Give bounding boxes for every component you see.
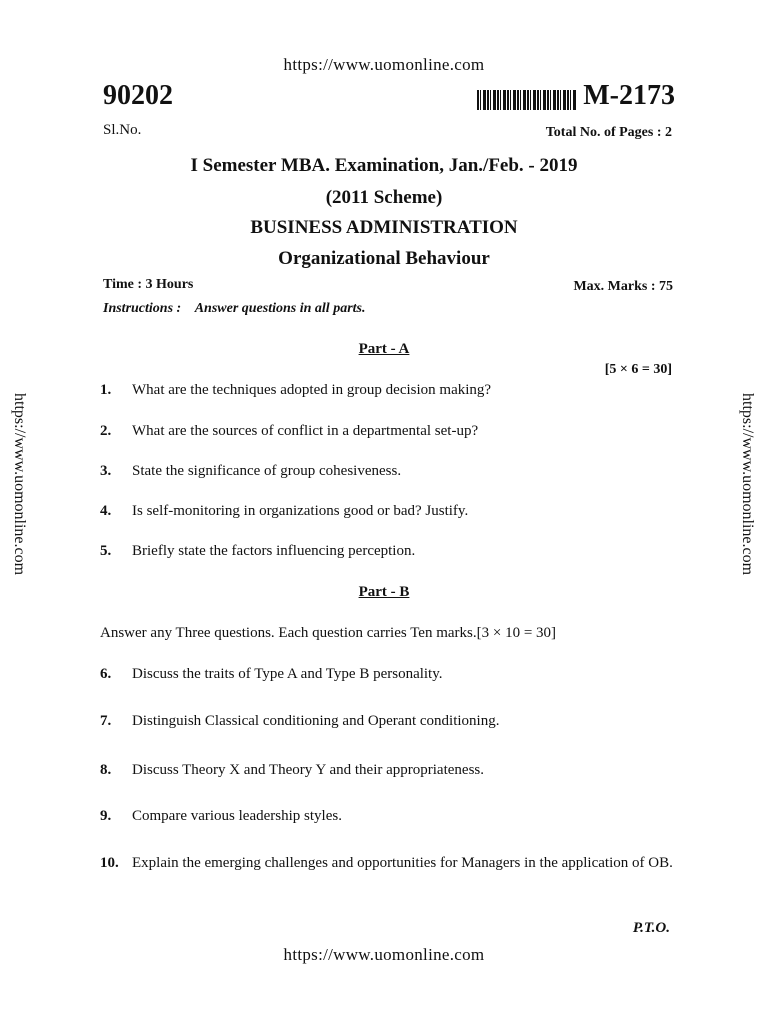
- question-text: Is self-monitoring in organizations good or bad? Justify.: [132, 503, 469, 519]
- bottom-watermark-url: https://www.uomonline.com: [283, 945, 485, 964]
- question-text: What are the techniques adopted in group decision making?: [132, 382, 492, 398]
- question-text: Compare various leadership styles.: [132, 808, 342, 824]
- question-text: Briefly state the factors influencing perception.: [132, 543, 416, 559]
- question-text: Discuss the traits of Type A and Type B personality.: [132, 666, 443, 682]
- question-number: 9.: [100, 808, 112, 824]
- question-number: 6.: [100, 666, 112, 682]
- question-number: 4.: [100, 503, 112, 519]
- question-text: Discuss Theory X and Theory Y and their appropriateness.: [132, 762, 484, 778]
- instructions: [103, 301, 365, 317]
- question-number: 8.: [100, 762, 112, 778]
- question-text: State the significance of group cohesiveness.: [132, 463, 402, 479]
- part-b-instruction: Answer any Three questions. Each question carries Ten marks.[3 × 10 = 30]: [100, 625, 557, 641]
- exam-code-block: [477, 80, 675, 112]
- question-number: 1.: [100, 382, 112, 398]
- question-number: 3.: [100, 463, 112, 479]
- question-text: What are the sources of conflict in a departmental set-up?: [132, 423, 479, 439]
- question-text: Distinguish Classical conditioning and Operant conditioning.: [132, 713, 500, 729]
- left-watermark-url: https://www.uomonline.com: [11, 393, 28, 576]
- question-number: 2.: [100, 423, 112, 439]
- exam-code: M-2173: [583, 80, 675, 111]
- total-pages: Total No. of Pages : 2: [545, 125, 672, 140]
- exam-title: I Semester MBA. Examination, Jan./Feb. - 2019: [190, 155, 578, 176]
- top-watermark-url: https://www.uomonline.com: [283, 55, 485, 74]
- question-number: 10.: [100, 855, 119, 871]
- right-watermark-url: https://www.uomonline.com: [739, 393, 756, 576]
- scheme: (2011 Scheme): [325, 187, 443, 208]
- part-a-marks: [5 × 6 = 30]: [604, 362, 672, 377]
- paper-code: 90202: [103, 80, 173, 111]
- sl-no-label: Sl.No.: [103, 122, 142, 138]
- max-marks: Max. Marks : 75: [573, 279, 673, 294]
- instructions-label: Instructions :: [103, 301, 182, 316]
- question-text: Explain the emerging challenges and opportunities for Managers in the application of OB.: [132, 855, 673, 871]
- part-a-heading: Part - A: [358, 341, 410, 357]
- part-b-heading: Part - B: [358, 584, 410, 600]
- question-number: 5.: [100, 543, 112, 559]
- paper-title: Organizational Behaviour: [278, 248, 490, 269]
- subject: BUSINESS ADMINISTRATION: [250, 217, 518, 238]
- barcode-icon: [477, 90, 577, 110]
- pto-note: P.T.O.: [632, 920, 670, 936]
- instructions-text: Answer questions in all parts.: [194, 301, 366, 316]
- question-number: 7.: [100, 713, 112, 729]
- time-allowed: Time : 3 Hours: [103, 277, 194, 292]
